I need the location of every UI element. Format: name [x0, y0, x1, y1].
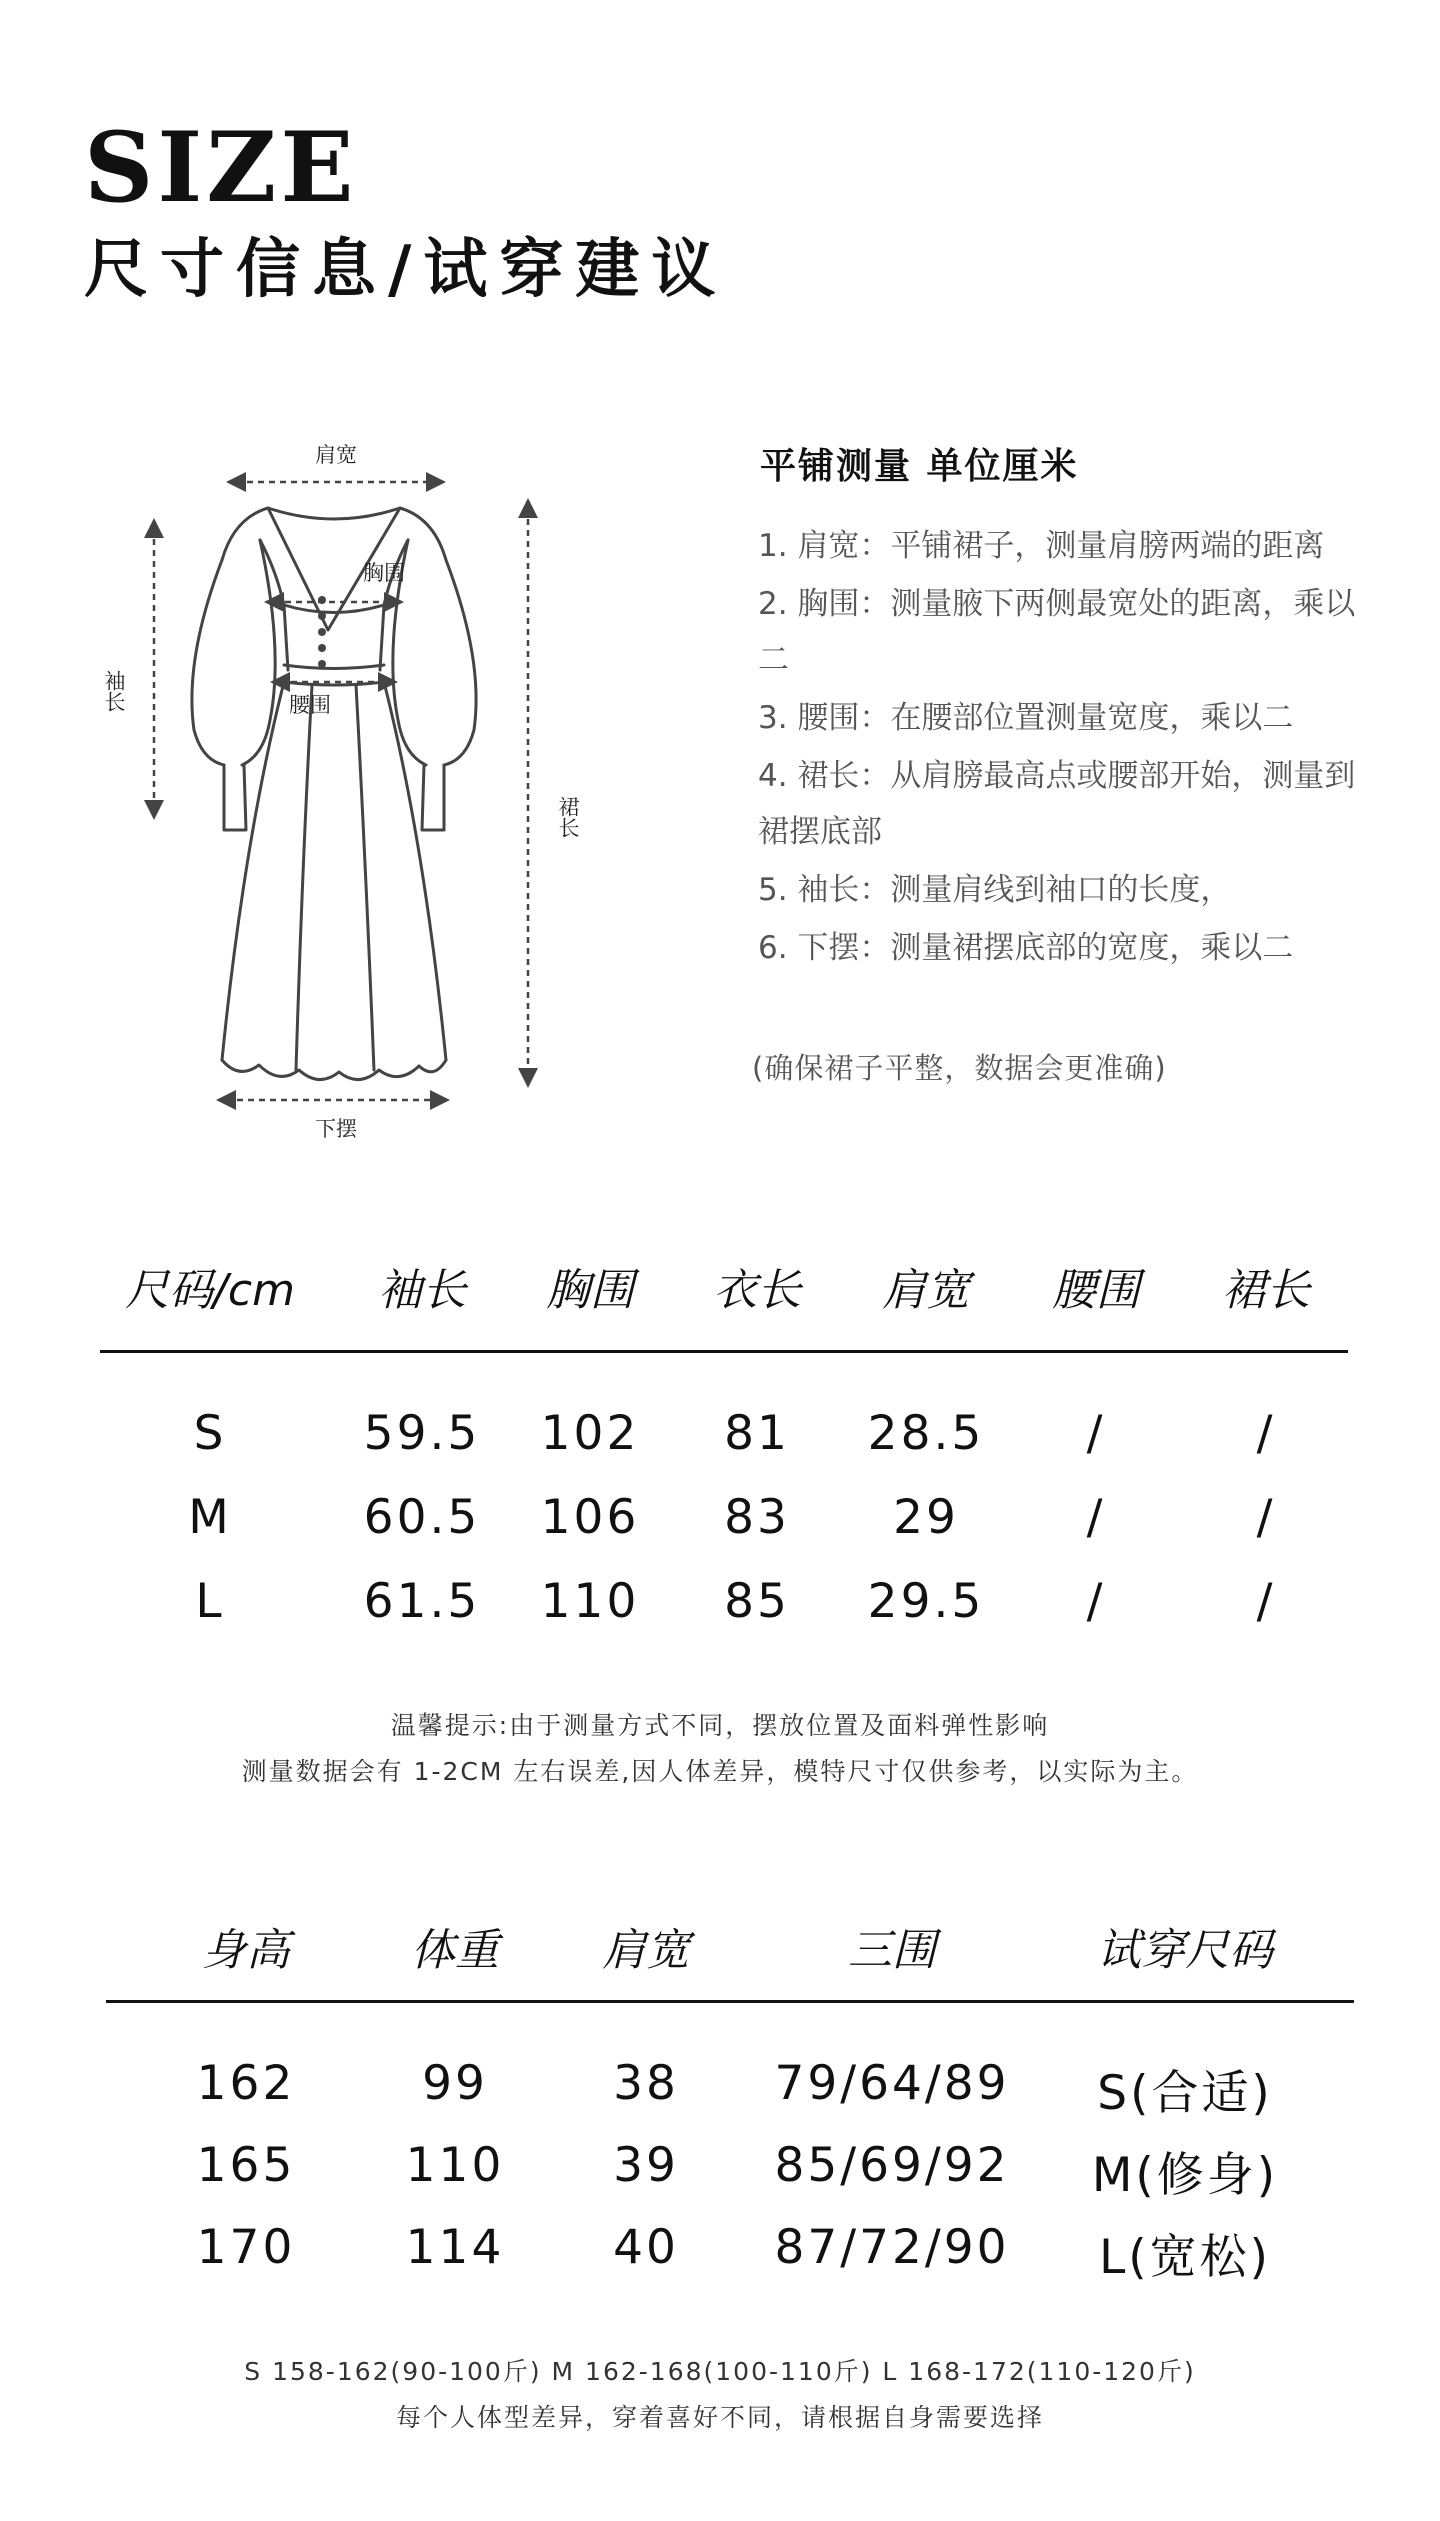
- measurement-item-skirt: 4. 裙长：从肩膀最高点或腰部开始，测量到裙摆底部: [758, 758, 1356, 850]
- fit-cell: 110: [405, 2138, 505, 2193]
- measurement-item-chest: 2. 胸围：测量腋下两侧最宽处的距离，乘以二: [758, 586, 1356, 678]
- fit-cell: 99: [422, 2056, 488, 2111]
- size-cell: /: [1256, 1574, 1276, 1629]
- measurement-note: (确保裙子平整，数据会更准确): [752, 1051, 1167, 1085]
- measurement-item-shoulder: 1. 肩宽：平铺裙子，测量肩膀两端的距离: [758, 528, 1325, 564]
- fit-cell: 114: [405, 2220, 505, 2275]
- size-cell: /: [1086, 1490, 1106, 1545]
- size-cell: 29: [893, 1490, 959, 1545]
- size-cell: 85: [724, 1574, 790, 1629]
- size-cell: 83: [724, 1490, 790, 1545]
- dress-outline: [192, 508, 476, 1080]
- dress-diagram: [84, 420, 644, 1160]
- size-cell: 28.5: [867, 1406, 985, 1461]
- fit-cell: M(修身): [1091, 2148, 1279, 2203]
- size-cell: 29.5: [867, 1574, 985, 1629]
- size-cell: 61.5: [363, 1574, 481, 1629]
- fit-cell: 85/69/92: [774, 2138, 1010, 2193]
- hem-label: 下摆: [315, 1117, 357, 1141]
- chest-label: 胸围: [363, 561, 405, 585]
- size-cell: M: [188, 1490, 232, 1545]
- fit-cell: 40: [613, 2220, 679, 2275]
- size-cell: /: [1086, 1406, 1106, 1461]
- sleeve-label: 袖长: [102, 670, 126, 712]
- measurement-list: [758, 518, 1368, 978]
- fit-header-shoulder: 肩宽: [602, 1925, 690, 1976]
- size-cell: /: [1256, 1490, 1276, 1545]
- size-header-sleeve: 袖长: [378, 1265, 466, 1316]
- size-cell: 110: [540, 1574, 640, 1629]
- tip-line-1: 温馨提示:由于测量方式不同，摆放位置及面料弹性影响: [390, 1711, 1050, 1740]
- size-heading: SIZE: [84, 111, 358, 224]
- size-table: [0, 1240, 1440, 1629]
- fit-cell: L(宽松): [1099, 2230, 1271, 2285]
- size-cell: /: [1256, 1406, 1276, 1461]
- size-cell: 102: [540, 1406, 640, 1461]
- fit-cell: 162: [196, 2056, 296, 2111]
- fit-cell: 39: [613, 2138, 679, 2193]
- size-header-shoulder: 肩宽: [882, 1265, 970, 1316]
- size-cell: /: [1086, 1574, 1106, 1629]
- footer-size-range: S 158-162(90-100斤) M 162-168(100-110斤) L 168-172(110-120斤): [244, 2357, 1196, 2386]
- measurement-item-sleeve: 5. 袖长：测量肩线到袖口的长度，: [758, 872, 1232, 908]
- measurement-title: 平铺测量 单位厘米: [760, 446, 1079, 487]
- measurement-item-hem: 6. 下摆：测量裙摆底部的宽度，乘以二: [758, 930, 1294, 966]
- fit-header-size: 试穿尺码: [1097, 1925, 1273, 1976]
- measurement-item-waist: 3. 腰围：在腰部位置测量宽度，乘以二: [758, 700, 1294, 736]
- size-header-length: 衣长: [713, 1265, 801, 1316]
- size-cell: 59.5: [363, 1406, 481, 1461]
- size-cell: S: [193, 1406, 227, 1461]
- size-cell: L: [195, 1574, 225, 1629]
- skirt-label: 裙长: [556, 796, 580, 838]
- page-title: 尺寸信息/试穿建议: [84, 233, 728, 307]
- footer-note: 每个人体型差异，穿着喜好不同，请根据自身需要选择: [395, 2403, 1044, 2432]
- fit-cell: S(合适): [1097, 2066, 1273, 2121]
- tip-line-2: 测量数据会有 1-2CM 左右误差,因人体差异，模特尺寸仅供参考，以实际为主。: [241, 1757, 1199, 1786]
- fit-header-height: 身高: [202, 1925, 290, 1976]
- fit-cell: 79/64/89: [774, 2056, 1010, 2111]
- shoulder-label: 肩宽: [315, 443, 357, 467]
- size-header-size: 尺码/cm: [125, 1265, 295, 1316]
- fit-cell: 170: [196, 2220, 296, 2275]
- fit-header-measurements: 三围: [848, 1925, 936, 1976]
- dress-buttons: [318, 596, 326, 668]
- fit-cell: 165: [196, 2138, 296, 2193]
- size-header-skirt: 裙长: [1222, 1265, 1310, 1316]
- size-header-waist: 腰围: [1052, 1265, 1140, 1316]
- size-cell: 81: [724, 1406, 790, 1461]
- fit-cell: 38: [613, 2056, 679, 2111]
- size-header-chest: 胸围: [546, 1265, 634, 1316]
- size-table-divider: [100, 1350, 1348, 1353]
- fit-header-weight: 体重: [411, 1925, 499, 1976]
- size-cell: 60.5: [363, 1490, 481, 1545]
- fit-table-divider: [106, 2000, 1354, 2003]
- fit-cell: 87/72/90: [774, 2220, 1010, 2275]
- size-cell: 106: [540, 1490, 640, 1545]
- waist-label: 腰围: [289, 693, 331, 717]
- fit-table: [0, 1900, 1440, 2285]
